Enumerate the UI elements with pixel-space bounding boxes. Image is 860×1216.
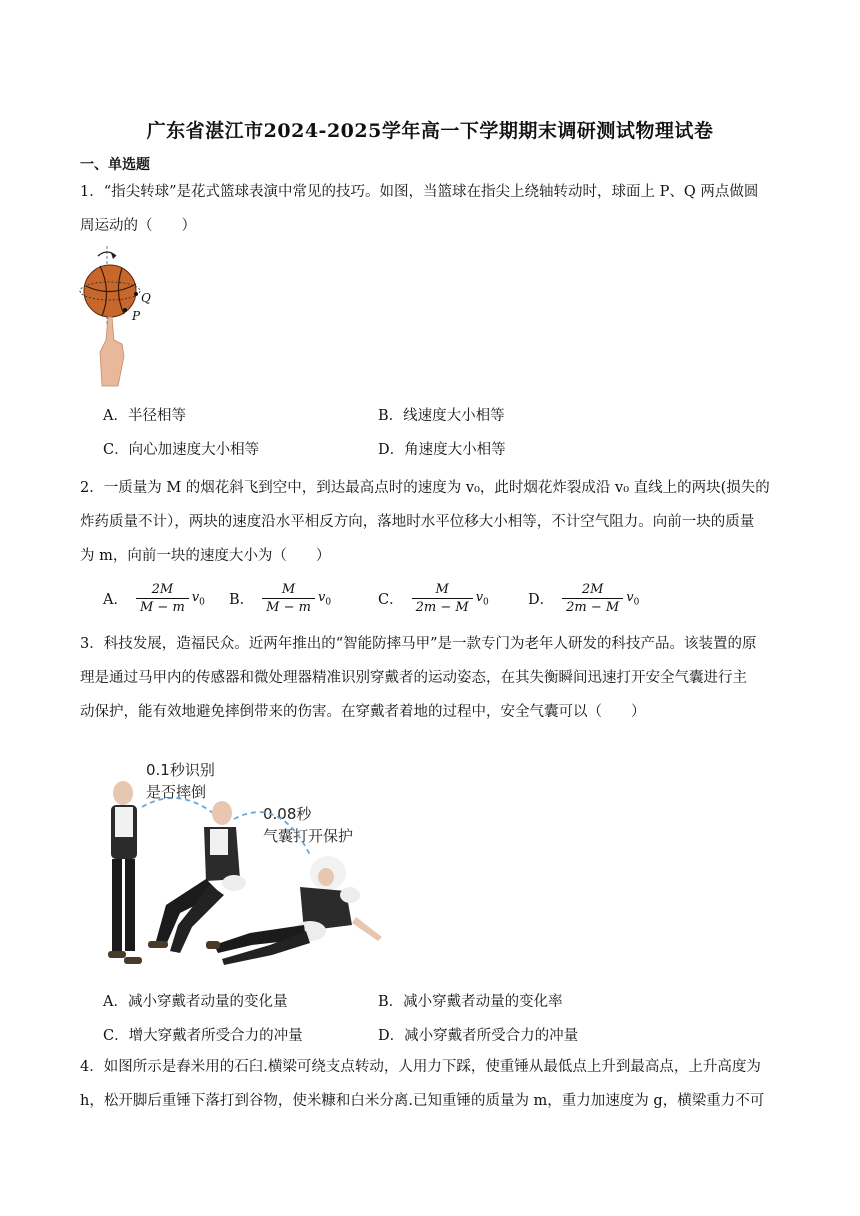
question-2-text xyxy=(80,471,780,573)
q2-option-b-velocity: $v_0$ xyxy=(317,589,332,608)
q2-option-a-fraction xyxy=(136,582,189,615)
q2-option-c[interactable] xyxy=(378,582,489,615)
question-1-text xyxy=(80,175,780,243)
q2-option-d[interactable] xyxy=(528,582,639,615)
question-3-text xyxy=(80,627,780,729)
q1-option-c[interactable]: C．向心加速度大小相等 xyxy=(103,442,260,458)
q1-option-d[interactable]: D．角速度大小相等 xyxy=(378,442,506,458)
question-4-text xyxy=(80,1050,780,1118)
q1-option-b[interactable]: B．线速度大小相等 xyxy=(378,408,505,424)
q2-option-a-numerator: 2M xyxy=(151,582,174,597)
figure-caption-2b: 气囊打开保护 xyxy=(263,827,354,845)
exam-title: 广东省湛江市2024-2025学年高一下学期期末调研测试物理试卷 xyxy=(146,120,714,142)
q2-option-a-denominator: M − m xyxy=(136,598,189,615)
q2-option-d-fraction xyxy=(562,582,623,615)
basketball-spin-figure xyxy=(78,244,160,390)
q2-option-d-label: D． xyxy=(528,592,555,608)
section-heading: 一、单选题 xyxy=(80,157,150,173)
question-1-line-1: 1．“指尖转球”是花式篮球表演中常见的技巧。如图，当篮球在指尖上绕轴转动时，球面上 P、Q 两点做圆 xyxy=(80,184,759,200)
question-3-options-row-2 xyxy=(103,1024,783,1048)
q3-option-d[interactable]: D．减小穿戴者所受合力的冲量 xyxy=(378,1028,579,1044)
q2-option-a-velocity: $v_0$ xyxy=(191,589,205,608)
q2-option-c-denominator: 2m − M xyxy=(412,598,473,615)
q3-option-c[interactable]: C．增大穿戴者所受合力的冲量 xyxy=(103,1028,303,1044)
q2-option-d-numerator: 2M xyxy=(581,582,604,597)
label-q: Q xyxy=(141,291,151,305)
q2-option-a[interactable] xyxy=(103,582,205,615)
q2-option-c-velocity: $v_0$ xyxy=(475,589,489,608)
question-2-line-1: 2．一质量为 M 的烟花斜飞到空中，到达最高点时的速度为 v₀，此时烟花炸裂成沿 v₀ 直线上的两块(损失的 xyxy=(80,480,770,496)
q2-option-b-label: B． xyxy=(229,592,255,608)
figure-caption-2a: 0.08秒 xyxy=(263,805,312,823)
question-3-line-1: 3．科技发展，造福民众。近两年推出的“智能防摔马甲”是一款专门为老年人研发的科技产品。该装置的原 xyxy=(80,636,757,652)
question-3-line-3: 动保护，能有效地避免摔倒带来的伤害。在穿戴者着地的过程中，安全气囊可以（ ） xyxy=(80,704,646,720)
question-1-options-row-2 xyxy=(103,438,783,462)
question-2-options-row xyxy=(103,582,783,622)
q2-option-b-numerator: M xyxy=(281,582,296,597)
q3-option-a[interactable]: A．减小穿戴者动量的变化量 xyxy=(103,994,288,1010)
question-3-options-row-1 xyxy=(103,990,783,1014)
question-4-line-1: 4．如图所示是舂米用的石臼.横梁可绕支点转动，人用力下踩，使重锤从最低点上升到最高点，上升高度为 xyxy=(80,1059,761,1075)
q2-option-b[interactable] xyxy=(229,582,331,615)
q2-option-d-velocity: $v_0$ xyxy=(626,589,640,608)
figure-caption-1a: 0.1秒识别 xyxy=(146,761,215,779)
fall-protection-vest-figure xyxy=(100,755,390,975)
question-3-line-2: 理是通过马甲内的传感器和微处理器精准识别穿戴者的运动姿态，在其失衡瞬间迅速打开安全气囊进行主 xyxy=(80,670,747,686)
figure-caption-1b: 是否摔倒 xyxy=(146,783,207,801)
question-2-line-3: 为 m，向前一块的速度大小为（ ） xyxy=(80,548,331,564)
q2-option-b-denominator: M − m xyxy=(262,598,315,615)
q2-option-c-label: C． xyxy=(378,592,404,608)
q2-option-b-fraction xyxy=(262,582,315,615)
q3-option-b[interactable]: B．减小穿戴者动量的变化率 xyxy=(378,994,563,1010)
label-p: P xyxy=(132,309,141,323)
question-1-options-row-1 xyxy=(103,404,783,428)
q1-option-a[interactable]: A．半径相等 xyxy=(103,408,186,424)
q2-option-a-label: A． xyxy=(103,592,128,608)
q2-option-c-numerator: M xyxy=(435,582,449,597)
q2-option-d-denominator: 2m − M xyxy=(562,598,623,615)
question-2-line-2: 炸药质量不计），两块的速度沿水平相反方向，落地时水平位移大小相等，不计空气阻力。向前一块的质量 xyxy=(80,514,755,530)
question-1-line-2: 周运动的（ ） xyxy=(80,218,196,234)
question-4-line-2: h，松开脚后重锤下落打到谷物，使米糠和白米分离.已知重锤的质量为 m，重力加速度为 g，横梁重力不可 xyxy=(80,1093,765,1109)
q2-option-c-fraction xyxy=(412,582,473,615)
